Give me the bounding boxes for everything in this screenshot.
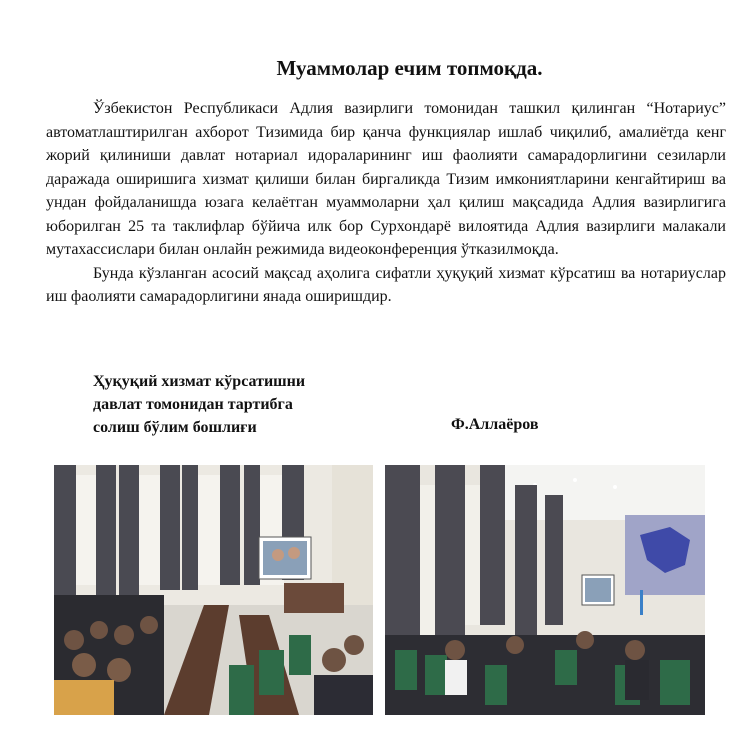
paragraph-1: Ўзбекистон Республикаси Адлия вазирлиги томонидан ташкил қилинган “Нотариус” автоматлаштирилган ахборот Тизимида бир қанча функциялар ишлаб чиқилиб, амалиётда кенг жорий қилиниши давлат нотариал идораларининг иш фаолияти самарадорлигини сезиларли даражада оширишига хизмат қилиши билан биргаликда Тизим имкониятларини кенгайтириш ва ундан фойдаланишда юзага келаётган муаммоларни ҳал қилиш мақсадида Адлия вазирлигига юборилган 25 та таклифлар бўйича илк бор Сурхондарё вилоятида Адлия вазирлиги малакали мутахассислари билан онлайн режимида видеоконференция ўтказилмоқда. [46, 100, 726, 258]
conference-photo-left [54, 465, 373, 715]
position-line-2: давлат томонидан тартибга [93, 396, 293, 413]
article-body [46, 97, 726, 309]
position-line-3: солиш бўлим бошлиғи [93, 419, 257, 436]
conference-photo-right [385, 465, 705, 715]
signatory-name: Ф.Аллаёров [451, 416, 539, 433]
paragraph-2: Бунда кўзланган асосий мақсад аҳолига сифатли ҳуқуқий хизмат кўрсатиш ва нотариуслар иш фаолияти самарадорлигини янада оширишдир. [46, 264, 726, 305]
position-line-1: Ҳуқуқий хизмат кўрсатишни [93, 373, 306, 390]
signatory-position [93, 370, 305, 439]
article-title: Муаммолар ечим топмоқда. [276, 56, 543, 80]
